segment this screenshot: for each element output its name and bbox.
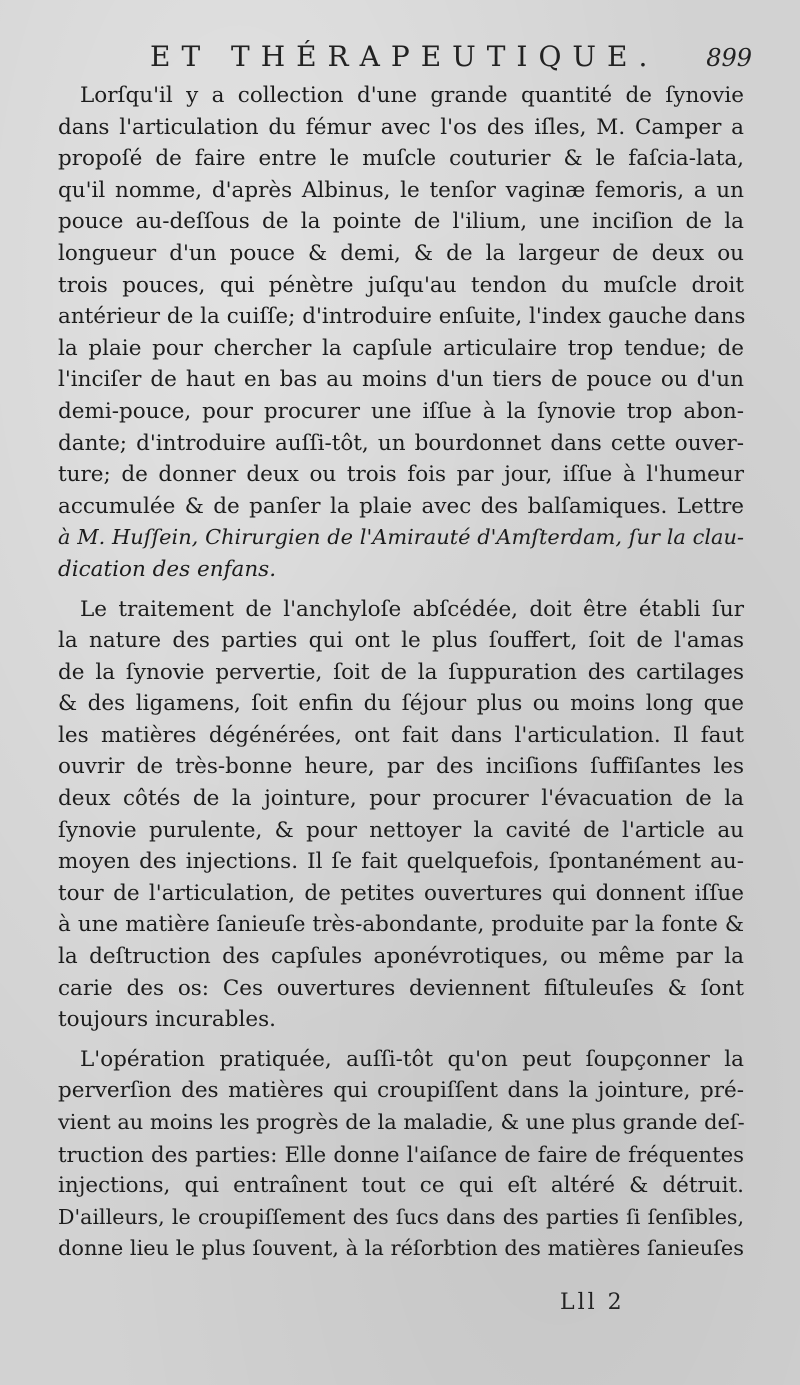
text-line: truction des parties: Elle donne l'aiſance de faire de fréquentes bbox=[58, 1141, 744, 1167]
text-line: accumulée & de panſer la plaie avec des balſamiques. Lettre bbox=[58, 493, 744, 519]
text-line: ſynovie purulente, & pour nettoyer la cavité de l'article au bbox=[58, 817, 744, 843]
body-text bbox=[58, 80, 744, 1265]
text-line: à une matière ſanieuſe très-abondante, produite par la fonte & bbox=[58, 912, 744, 938]
page-number: 899 bbox=[706, 44, 752, 72]
text-line: qu'il nomme, d'après Albinus, le tenſor vaginæ femoris, a un bbox=[58, 177, 744, 203]
text-line: injections, qui entraînent tout ce qui eſt altéré & détruit. bbox=[58, 1173, 744, 1199]
text-line: l'inciſer de haut en bas au moins d'un tiers de pouce ou d'un bbox=[58, 367, 744, 393]
text-line: deux côtés de la jointure, pour procurer l'évacuation de la bbox=[58, 786, 744, 812]
text-line: Lorſqu'il y a collection d'une grande quantité de ſynovie bbox=[80, 83, 744, 108]
text-line: L'opération pratiquée, auſſi-tôt qu'on peut ſoupçonner la bbox=[80, 1046, 744, 1072]
text-line: toujours incurables. bbox=[58, 1007, 276, 1033]
text-line: la deſtruction des capſules aponévrotiques, ou même par la bbox=[58, 944, 744, 970]
text-line: demi-pouce, pour procurer une iſſue à la ſynovie trop abon- bbox=[58, 398, 744, 424]
text-line: la plaie pour chercher la capſule articulaire trop tendue; de bbox=[58, 335, 744, 361]
text-line: ture; de donner deux ou trois fois par jour, iſſue à l'humeur bbox=[58, 462, 744, 488]
text-line: & des ligamens, ſoit enfin du ſéjour plus ou moins long que bbox=[58, 691, 744, 717]
text-line: antérieur de la cuiſſe; d'introduire enſuite, l'index gauche dans bbox=[58, 304, 746, 330]
text-line: moyen des injections. Il ſe fait quelquefois, ſpontanément au- bbox=[58, 849, 744, 875]
text-line: dans l'articulation du fémur avec l'os des iſles, M. Camper a bbox=[58, 114, 744, 140]
text-line: tour de l'articulation, de petites ouvertures qui donnent iſſue bbox=[58, 880, 744, 906]
citation-line: à M. Huſſein, Chirurgien de l'Amirauté d'Amſterdam, ſur la clau- bbox=[58, 525, 744, 550]
running-head: ET THÉRAPEUTIQUE. bbox=[150, 40, 659, 73]
text-line: Le traitement de l'anchyloſe abſcédée, doit être établi ſur bbox=[80, 596, 744, 622]
text-line: dante; d'introduire auſſi-tôt, un bourdonnet dans cette ouver- bbox=[58, 430, 744, 456]
signature-mark: Lll 2 bbox=[560, 1290, 625, 1315]
text-line: de la ſynovie pervertie, ſoit de la ſuppuration des cartilages bbox=[58, 659, 744, 685]
text-line: la nature des parties qui ont le plus ſouffert, ſoit de l'amas bbox=[58, 628, 744, 654]
text-line: vient au moins les progrès de la maladie, & une plus grande deſ- bbox=[58, 1110, 745, 1134]
text-line: trois pouces, qui pénètre juſqu'au tendon du muſcle droit bbox=[58, 272, 744, 298]
text-line: carie des os: Ces ouvertures deviennent fiſtuleuſes & ſont bbox=[58, 975, 744, 1001]
paragraph-gap bbox=[58, 1036, 744, 1044]
text-line: les matières dégénérées, ont fait dans l'articulation. Il faut bbox=[58, 722, 744, 748]
text-line: propoſé de faire entre le muſcle couturier & le faſcia-lata, bbox=[58, 146, 744, 172]
paragraph-gap bbox=[58, 586, 744, 594]
text-line: donne lieu le plus ſouvent, à la réſorbtion des matières ſanieuſes bbox=[58, 1236, 744, 1261]
citation-line: dication des enfans. bbox=[58, 556, 277, 582]
text-line: pouce au-deſſous de la pointe de l'ilium, une inciſion de la bbox=[58, 209, 744, 235]
text-line: ouvrir de très-bonne heure, par des inciſions ſuffiſantes les bbox=[58, 754, 744, 780]
text-line: perverſion des matières qui croupiſſent dans la jointure, pré- bbox=[58, 1078, 744, 1104]
text-line: D'ailleurs, le croupiſſement des ſucs dans des parties ſi ſenſibles, bbox=[58, 1204, 744, 1229]
text-line: longueur d'un pouce & demi, & de la largeur de deux ou bbox=[58, 240, 744, 266]
